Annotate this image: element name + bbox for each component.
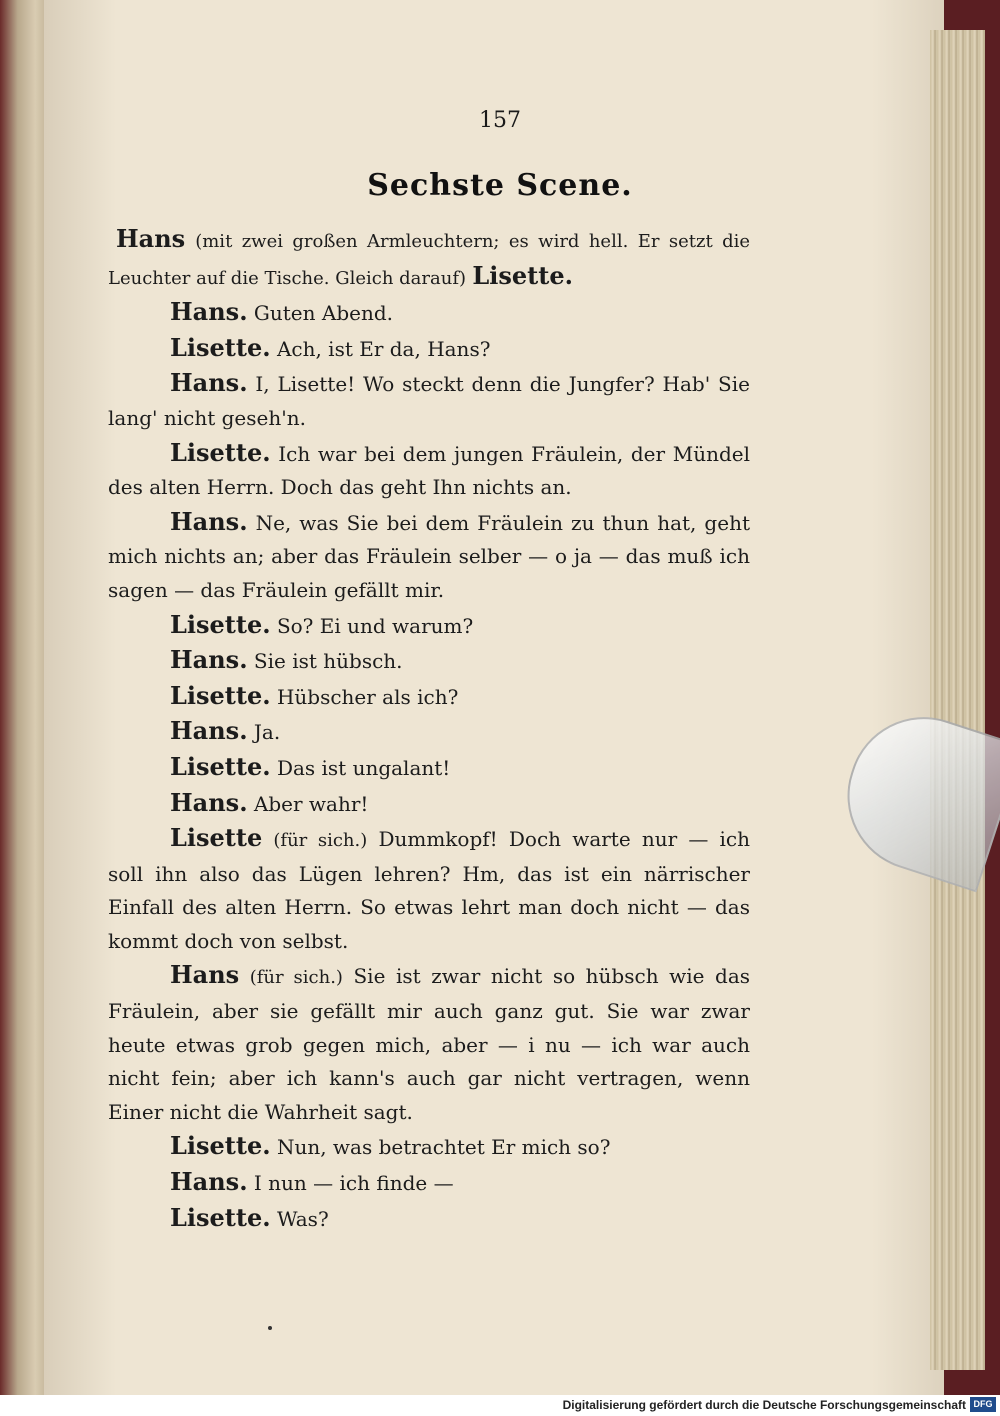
speaker-name: Lisette.: [170, 680, 271, 710]
spoken-line: So? Ei und warum?: [276, 613, 474, 638]
dialogue-paragraph: [108, 505, 750, 608]
speaker-name: Lisette.: [170, 1202, 271, 1232]
dialogue-text: [108, 222, 750, 1236]
dialogue-paragraph: [108, 750, 750, 786]
dialogue-paragraph: [108, 222, 750, 295]
speaker-name: Lisette.: [170, 332, 271, 362]
scene-title: Sechste Scene.: [367, 168, 633, 203]
spoken-line: Aber wahr!: [253, 791, 369, 816]
page-number: 157: [479, 108, 521, 133]
spoken-line: Das ist ungalant!: [276, 755, 451, 780]
speaker-name: Lisette.: [170, 437, 271, 467]
spoken-line: Ach, ist Er da, Hans?: [276, 336, 491, 361]
spoken-line: I nun — ich finde —: [253, 1171, 454, 1196]
dialogue-paragraph: [108, 821, 750, 958]
spoken-line: Dummkopf! Doch warte nur — ich soll ihn also das Lügen lehren? Hm, das ist ein närrischer Einfall des alten Herrn. So etwas lehrt man doch nicht — das kommt doch von selbst.: [108, 827, 751, 953]
spoken-line: Ja.: [253, 720, 281, 745]
dialogue-paragraph: [108, 1129, 750, 1165]
footer-credit: Digitalisierung gefördert durch die Deutsche Forschungsgemeinschaft: [562, 1398, 966, 1412]
speaker-name: Hans: [116, 224, 186, 253]
speaker-name: Hans.: [170, 368, 248, 398]
dialogue-paragraph: [108, 295, 750, 331]
dialogue-paragraph: [108, 436, 750, 505]
speaker-name: Lisette.: [170, 751, 271, 781]
ink-dot: [268, 1326, 272, 1330]
dialogue-paragraph: [108, 331, 750, 367]
speaker-name: Hans.: [170, 787, 248, 817]
spoken-line: Nun, was betrachtet Er mich so?: [276, 1135, 611, 1160]
page-stack-edge: [930, 30, 985, 1370]
spoken-line: Guten Abend.: [253, 301, 393, 326]
speaker-name: Lisette: [170, 823, 263, 853]
dialogue-paragraph: [108, 958, 750, 1129]
stage-direction: (mit zwei großen Armleuchtern; es wird hell. Er setzt die Leuchter auf die Tische. Gleich darauf): [108, 231, 751, 289]
stage-direction: (für sich.): [249, 967, 343, 989]
stage-direction: (für sich.): [273, 830, 368, 852]
speaker-name: Hans.: [170, 645, 248, 675]
dialogue-paragraph: [108, 366, 750, 435]
speaker-name: Lisette.: [170, 609, 271, 639]
spoken-line: Ich war bei dem jungen Fräulein, der Mündel des alten Herrn. Doch das geht Ihn nichts an.: [108, 441, 750, 500]
dialogue-paragraph: [108, 643, 750, 679]
spoken-line: I, Lisette! Wo steckt denn die Jungfer? Hab' Sie lang' nicht geseh'n.: [108, 372, 750, 430]
speaker-name: Hans.: [170, 1167, 248, 1197]
left-page-edge: [0, 0, 44, 1395]
speaker-name: Lisette.: [170, 1131, 271, 1161]
dialogue-paragraph: [108, 786, 750, 822]
spoken-line: Ne, was Sie bei dem Fräulein zu thun hat, geht mich nichts an; aber das Fräulein selber — o ja — das muß ich sagen — das Fräulein gefällt mir.: [108, 510, 750, 602]
speaker-name: Hans.: [170, 716, 248, 746]
dfg-logo: DFG: [970, 1397, 996, 1412]
dialogue-paragraph: [108, 1165, 750, 1201]
speaker-name: Hans: [170, 960, 240, 990]
spoken-line: Sie ist hübsch.: [253, 649, 403, 674]
dialogue-paragraph: [108, 1201, 750, 1237]
dialogue-paragraph: [108, 679, 750, 715]
dialogue-paragraph: [108, 608, 750, 644]
speaker-name: Lisette.: [472, 260, 573, 290]
dialogue-paragraph: [108, 714, 750, 750]
speaker-name: Hans.: [170, 506, 248, 536]
spoken-line: Hübscher als ich?: [276, 684, 459, 709]
spoken-line: Was?: [276, 1206, 329, 1231]
spoken-line: Sie ist zwar nicht so hübsch wie das Fräulein, aber sie gefällt mir auch ganz gut. Sie war zwar heute etwas grob gegen mich, aber — i nu — ich war auch nicht fein; aber ich kann's auch gar nicht vertragen, wenn Einer nicht die Wahrheit sagt.: [108, 964, 751, 1124]
speaker-name: Hans.: [170, 297, 248, 327]
